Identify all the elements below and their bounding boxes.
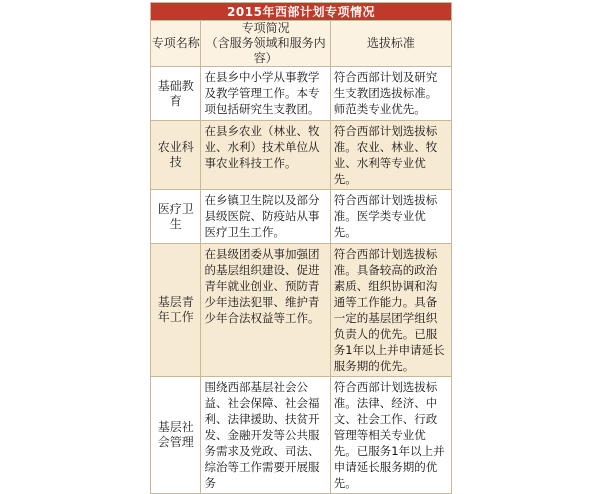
plan-table <box>150 2 452 494</box>
row-criteria: 符合西部计划选拔标准。农业、林业、牧业、水利等专业优先。 <box>330 121 451 190</box>
plan-table-container <box>150 2 452 490</box>
header-project-summary <box>201 21 330 67</box>
header-summary-line2: （含服务领域和服务内容） <box>205 36 326 65</box>
row-description: 在县级团委从事加强团的基层组织建设、促进青年就业创业、预防青少年违法犯罪、维护青少年合法权益等工作。 <box>201 244 330 377</box>
row-description: 在县乡中小学从事教学及教学管理工作。本专项包括研究生支教团。 <box>201 67 330 121</box>
row-description: 围绕西部基层社会公益、社会保障、社会福利、法律援助、扶贫开发、金融开发等公共服务需求及党政、司法、综治等工作需要开展服务 <box>201 377 330 494</box>
row-criteria: 符合西部计划及研究生支教团选拔标准。师范类专业优先。 <box>330 67 451 121</box>
row-description: 在县乡农业（林业、牧业、水利）技术单位从事农业科技工作。 <box>201 121 330 190</box>
table-row <box>151 190 452 244</box>
header-criteria: 选拔标准 <box>330 21 451 67</box>
row-name: 基础教育 <box>151 67 201 121</box>
table-row <box>151 121 452 190</box>
table-row <box>151 244 452 377</box>
row-name: 基层社会管理 <box>151 377 201 494</box>
row-criteria: 符合西部计划选拔标准。法律、经济、中文、社会工作、行政管理等相关专业优先。已服务1年以上并申请延长服务期的优先。 <box>330 377 451 494</box>
row-name: 基层青年工作 <box>151 244 201 377</box>
table-row <box>151 377 452 494</box>
row-criteria: 符合西部计划选拔标准。具备较高的政治素质、组织协调和沟通等工作能力。具备一定的基层团学组织负责人的优先。已服务1年以上并申请延长服务期的优先。 <box>330 244 451 377</box>
table-header-row <box>151 21 452 67</box>
table-title: 2015年西部计划专项情况 <box>151 3 452 21</box>
row-description: 在乡镇卫生院以及部分县级医院、防疫站从事医疗卫生工作。 <box>201 190 330 244</box>
row-name: 农业科技 <box>151 121 201 190</box>
table-row <box>151 67 452 121</box>
header-summary-line1: 专项简况 <box>241 21 290 35</box>
header-project-name: 专项名称 <box>151 21 201 67</box>
row-name: 医疗卫生 <box>151 190 201 244</box>
row-criteria: 符合西部计划选拔标准。医学类专业优先。 <box>330 190 451 244</box>
